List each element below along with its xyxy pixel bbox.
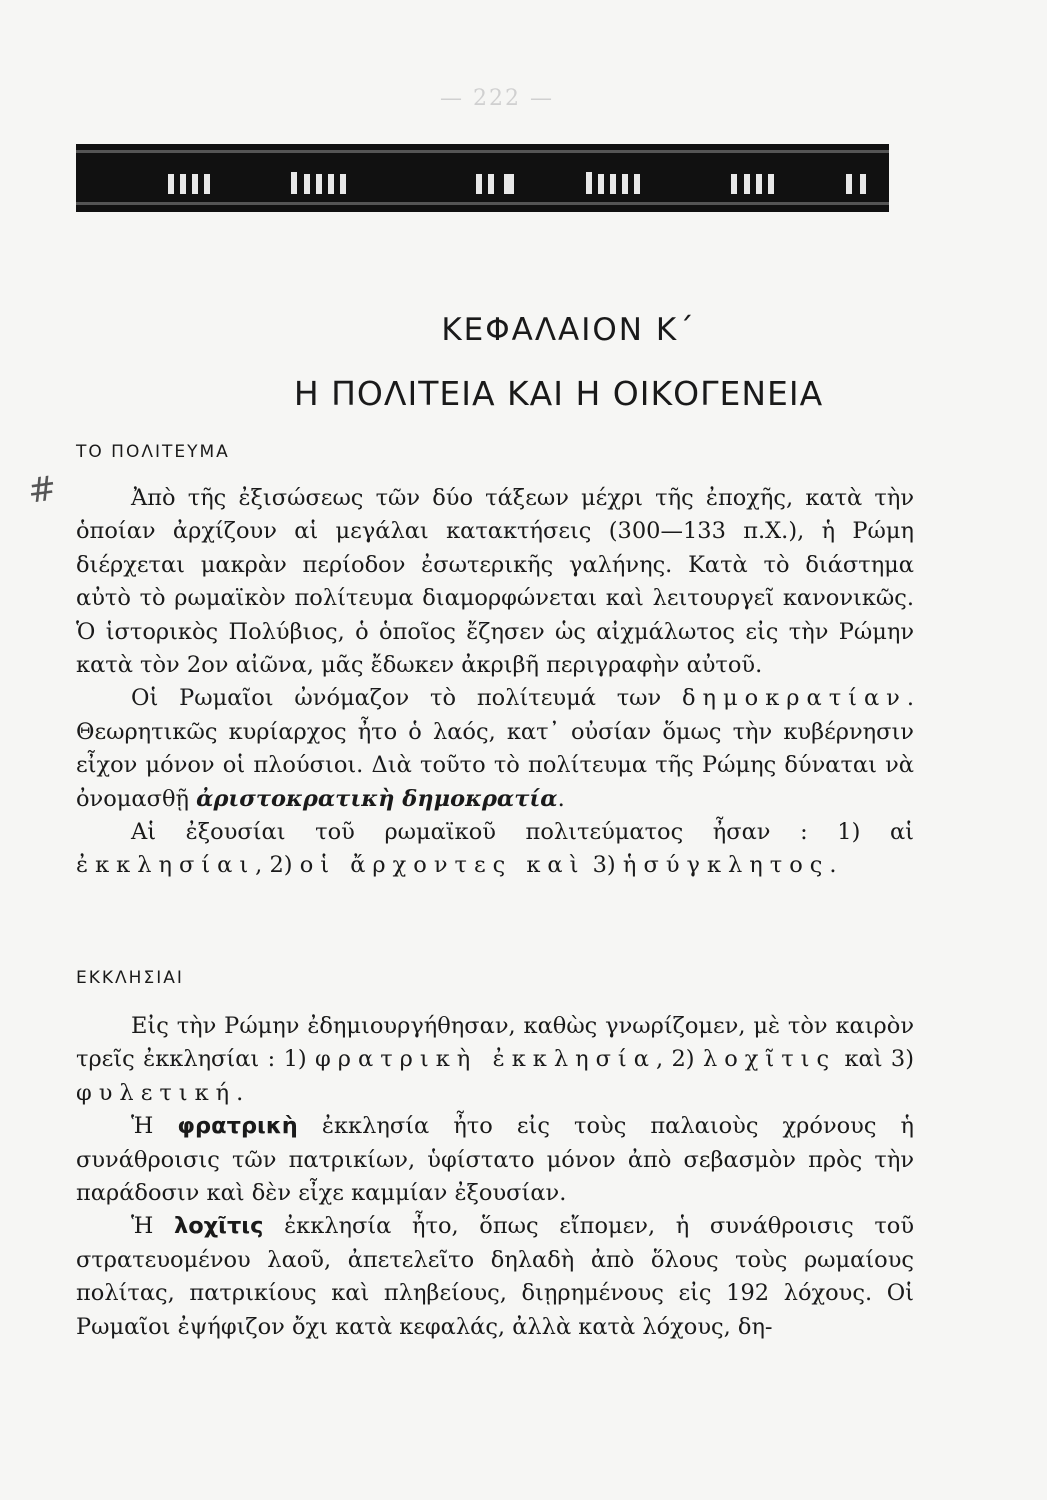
bold-term: ἀριστοκρατικὴ δημοκρατία: [196, 785, 558, 812]
spaced-term: σύγκλητος: [643, 852, 830, 879]
paragraph: Ἀπὸ τῆς ἐξισώσεως τῶν δύο τάξεων μέχρι τῆς ἐποχῆς, κατὰ τὴν ὁποίαν ἀρχίζουν αἱ μεγάλαι κατακτήσεις (300—133 π.Χ.), ἡ Ρώμη διέρχεται μακρὰν περίοδον ἐσωτερικῆς γαλήνης. Κατὰ τὸ διάστημα αὐτὸ τὸ ρωμαϊκὸν πολίτευμα διαμορφώνεται καὶ λειτουργεῖ κανονικῶς. Ὁ ἱστορικὸς Πολύβιος, ὁ ὁποῖος ἔζησεν ὡς αἰχμάλωτος εἰς τὴν Ρώμην κατὰ τὸν 2ον αἰῶνα, μᾶς ἔδωκεν ἀκριβῆ περιγραφὴν αὐτοῦ.: [76, 485, 914, 679]
spaced-term: οἱ ἄρχοντες καὶ: [299, 852, 586, 879]
spaced-term: λοχῖτις: [702, 1046, 837, 1073]
spaced-term: φρατρικὴ ἐκκλησία: [315, 1046, 656, 1073]
section-politeuma-body: [76, 482, 914, 883]
paragraph: Εἰς τὴν Ρώμην ἐδημιουργήθησαν, καθὼς γνωρίζομεν, μὲ τὸν καιρὸν τρεῖς ἐκκλησίαι : 1) φρατρικὴ ἐκκλησία, 2) λοχῖτις καὶ 3) φυλετική.: [76, 1013, 915, 1106]
page-number: — 222 —: [440, 86, 554, 111]
section-ekklisiai-body: [76, 1010, 914, 1344]
chapter-label: ΚΕΦΑΛΑΙΟΝ Κ΄: [441, 312, 696, 348]
paragraph: Ἡ λοχῖτις ἐκκλησία ἦτο, ὅπως εἴπομεν, ἡ συνάθροισις τοῦ στρατευομένου λαοῦ, ἀπετελεῖτο δηλαδὴ ἀπὸ ὅλους τοὺς ρωμαίους πολίτας, πατρικίους καὶ πληβείους, διῃρημένους εἰς 192 λόχους. Οἱ Ρωμαῖοι ἐψήφιζον ὄχι κατὰ κεφαλάς, ἀλλὰ κατὰ λόχους, δη-: [76, 1213, 914, 1340]
decorative-header-band: [76, 144, 889, 212]
paragraph: Ἡ φρατρικὴ ἐκκλησία ἦτο εἰς τοὺς παλαιοὺς χρόνους ἡ συνάθροισις τῶν πατρικίων, ὑφίστατο μόνον ἀπὸ σεβασμὸν πρὸς τὴν παράδοσιν καὶ δὲν εἶχε καμμίαν ἐξουσίαν.: [76, 1113, 915, 1207]
bold-term: φρατρικὴ: [177, 1113, 298, 1140]
section-heading-ekklisiai: ΕΚΚΛΗΣΙΑΙ: [76, 968, 184, 988]
chapter-title: Η ΠΟΛΙΤΕΙΑ ΚΑΙ Η ΟΙΚΟΓΕΝΕΙΑ: [293, 374, 824, 413]
spaced-term: δημοκρατίαν: [682, 685, 907, 712]
spaced-term: φυλετική: [76, 1079, 237, 1106]
paragraph: Αἱ ἐξουσίαι τοῦ ρωμαϊκοῦ πολιτεύματος ἦσαν : 1) αἱ ἐκκλησίαι, 2) οἱ ἄρχοντες καὶ 3) ἡ σύγκλητος.: [76, 819, 914, 879]
section-heading-politeuma: ΤΟ ΠΟΛΙΤΕΥΜΑ: [76, 442, 230, 462]
handwritten-margin-mark: #: [25, 468, 60, 512]
spaced-term: ἐκκλησίαι: [76, 852, 256, 879]
paragraph: Οἱ Ρωμαῖοι ὠνόμαζον τὸ πολίτευμά των δημοκρατίαν. Θεωρητικῶς κυρίαρχος ἦτο ὁ λαός, κατ᾽ οὐσίαν ὅμως τὴν κυβέρνησιν εἶχον μόνον οἱ πλούσιοι. Διὰ τοῦτο τὸ πολίτευμα τῆς Ρώμης δύναται νὰ ὀνομασθῇ ἀριστοκρατικὴ δημοκρατία.: [76, 685, 914, 812]
bold-term: λοχῖτις: [173, 1213, 264, 1240]
